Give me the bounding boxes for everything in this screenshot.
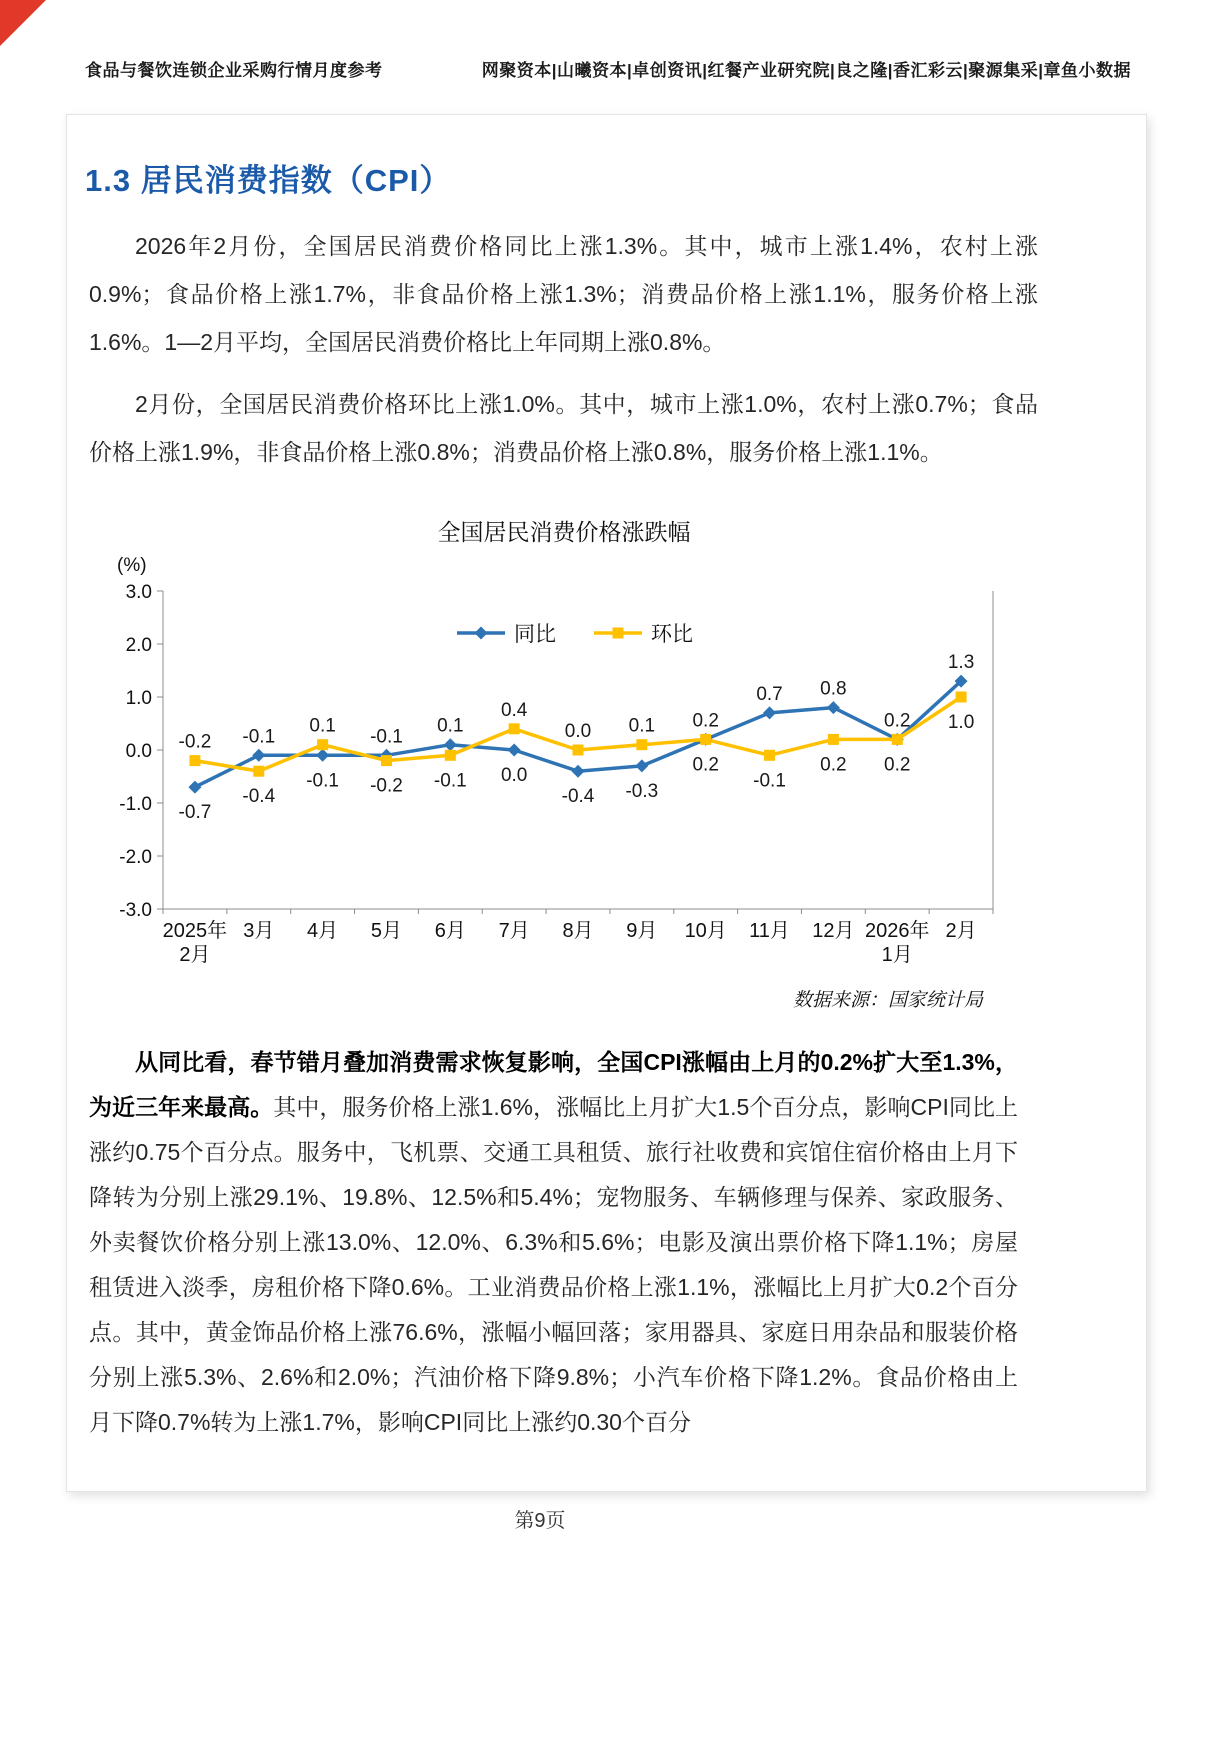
series-marker [445, 750, 456, 761]
paragraph-yoy: 2026年2月份，全国居民消费价格同比上涨1.3%。其中，城市上涨1.4%，农村上涨0.9%；食品价格上涨1.7%，非食品价格上涨1.3%；消费品价格上涨1.1%，服务价格上涨1.6%。1—2月平均，全国居民消费价格比上年同期上涨0.8%。 [89, 233, 1038, 355]
x-category-label: 12月 [812, 920, 855, 942]
x-category-label: 7月 [498, 920, 530, 942]
series-marker [317, 739, 328, 750]
analysis-paragraph [89, 1040, 1018, 1445]
series-marker [188, 781, 201, 794]
series-marker [381, 755, 392, 766]
data-label: 0.2 [884, 710, 911, 732]
page-number: 第9页 [514, 1510, 566, 1532]
data-label: 0.0 [564, 721, 592, 742]
series-marker [316, 749, 329, 762]
content-card [66, 114, 1147, 1492]
chart-source-note: 数据来源：国家统计局 [792, 990, 983, 1011]
data-label: -0.1 [306, 770, 339, 792]
cpi-chart [89, 514, 1039, 1012]
series-marker [700, 734, 711, 745]
data-label: 0.2 [820, 754, 847, 776]
header-left-title: 食品与餐饮连锁企业采购行情月度参考 [85, 61, 383, 80]
series-marker [444, 738, 457, 751]
legend-label-mom: 环比 [651, 623, 693, 646]
data-label: -0.1 [433, 770, 467, 792]
x-category-label: 2026年 [864, 920, 930, 942]
chart-title: 全国居民消费价格涨跌幅 [437, 519, 691, 545]
legend-label-yoy: 同比 [514, 623, 556, 646]
analysis-bold-text: 从同比看，春节错月叠加消费需求恢复影响，全国CPI涨幅由上月的0.2%扩大至1.3%，为近三年来最高。 [89, 1049, 1018, 1120]
page-header [85, 56, 1131, 81]
x-category-label: 4月 [307, 920, 339, 942]
data-label: -0.3 [625, 780, 659, 802]
y-tick-label: -1.0 [119, 794, 152, 815]
analysis-regular-text: 其中，服务价格上涨1.6%，涨幅比上月扩大1.5个百分点，影响CPI同比上涨约0.75个百分点。服务中，飞机票、交通工具租赁、旅行社收费和宾馆住宿价格由上月下降转为分别上涨29.1%、19.8%、12.5%和5.4%；宠物服务、车辆修理与保养、家政服务、外卖餐饮价格分别上涨13.0%、12.0%、6.3%和5.6%；电影及演出票价格下降1.1%；房屋租赁进入淡季，房租价格下降0.6%。工业消费品价格上涨1.1%，涨幅比上月扩大0.2个百分点。其中，黄金饰品价格上涨76.6%，涨幅小幅回落；家用器具、家庭日用杂品和服装价格分别上涨5.3%、2.6%和2.0%；汽油价格下降9.8%；小汽车价格下降1.2%。食品价格由上月下降0.7%转为上涨1.7%，影响CPI同比上涨约0.30个百分 [89, 1094, 1018, 1435]
x-category-label: 10月 [684, 920, 727, 942]
header-right-brands: 网聚资本|山曦资本|卓创资讯|红餐产业研究院|良之隆|香汇彩云|聚源集采|章鱼小数据 [481, 61, 1131, 80]
x-category-label: 9月 [626, 920, 658, 942]
y-tick-label: -2.0 [119, 847, 152, 868]
data-label: 0.0 [500, 765, 528, 786]
x-category-label: 2月 [179, 944, 211, 966]
data-label: 0.1 [628, 715, 656, 737]
data-label: -0.1 [370, 726, 403, 748]
series-marker [508, 744, 521, 757]
series-marker [956, 692, 967, 703]
data-label: 0.2 [884, 754, 911, 776]
y-tick-label: 0.0 [125, 741, 152, 762]
series-marker [636, 739, 647, 750]
x-category-label: 3月 [243, 920, 275, 942]
data-label: 0.8 [820, 678, 847, 700]
data-label: 0.2 [692, 710, 719, 732]
series-marker [764, 750, 775, 761]
series-marker [189, 755, 200, 766]
y-tick-label: 3.0 [125, 582, 152, 603]
x-category-label: 2月 [945, 920, 977, 942]
series-marker [613, 628, 624, 639]
series-marker [892, 734, 903, 745]
data-label: 1.0 [947, 712, 975, 733]
x-category-label: 8月 [562, 920, 594, 942]
data-label: -0.4 [242, 786, 276, 808]
series-marker [573, 745, 584, 756]
x-category-label: 2025年 [162, 920, 228, 942]
data-label: 1.3 [947, 652, 975, 674]
cpi-trend-chart-canvas [89, 551, 1039, 983]
section-title: 1.3 居民消费指数（CPI） [85, 163, 452, 198]
y-axis-unit-label: (%) [117, 555, 147, 576]
y-tick-label: -3.0 [119, 900, 152, 921]
red-corner-decoration [0, 0, 46, 46]
series-marker [475, 627, 488, 640]
series-marker [763, 706, 776, 719]
data-label: 0.1 [309, 715, 336, 737]
x-category-label: 5月 [370, 920, 403, 942]
series-marker [827, 701, 840, 714]
data-label: -0.1 [242, 726, 276, 748]
y-tick-label: 1.0 [125, 688, 152, 709]
x-category-label: 1月 [881, 944, 913, 966]
data-label: -0.2 [178, 731, 212, 753]
data-label: -0.7 [178, 802, 212, 824]
series-marker [828, 734, 839, 745]
paragraph-mom: 2月份，全国居民消费价格环比上涨1.0%。其中，城市上涨1.0%，农村上涨0.7%；食品价格上涨1.9%，非食品价格上涨0.8%；消费品价格上涨0.8%，服务价格上涨1.1%。 [89, 391, 1038, 465]
series-marker [572, 765, 585, 778]
x-category-label: 6月 [434, 920, 466, 942]
data-label: -0.1 [753, 770, 786, 792]
series-marker [253, 766, 264, 777]
series-marker [252, 749, 265, 762]
data-label: 0.7 [756, 683, 783, 705]
data-label: 0.4 [500, 699, 528, 721]
data-label: 0.2 [692, 754, 719, 776]
data-label: -0.2 [370, 775, 403, 797]
series-marker [635, 759, 648, 772]
data-label: 0.1 [437, 715, 464, 737]
x-category-label: 11月 [749, 920, 790, 942]
data-label: -0.4 [561, 786, 595, 808]
series-marker [509, 723, 520, 734]
y-tick-label: 2.0 [125, 635, 152, 656]
